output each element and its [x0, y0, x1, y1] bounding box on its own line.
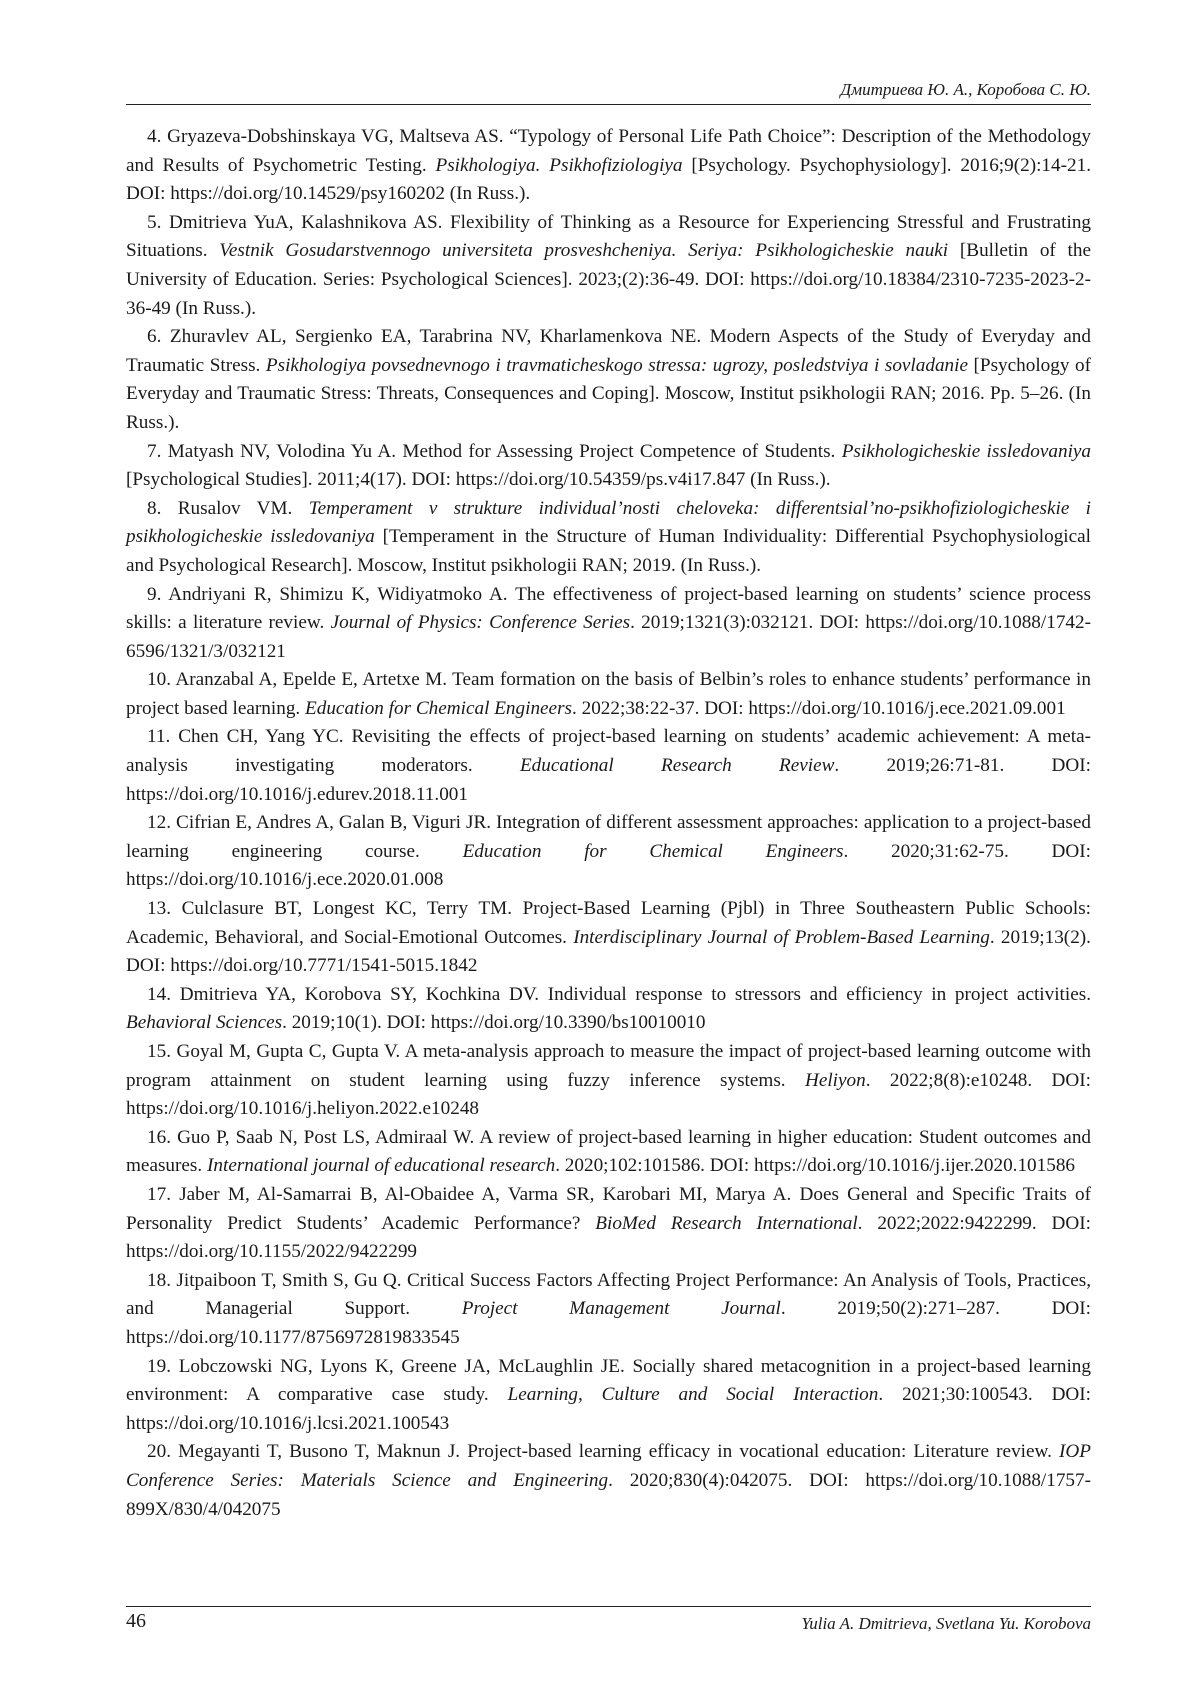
reference-number: 16. — [147, 1126, 171, 1148]
journal-title: Temperament v strukture individual’nosti cheloveka: differentsial’no-psikhofiziologicheskie i psikhologicheskie issledovaniya — [126, 497, 1092, 548]
reference-item: 16. Guo P, Saab N, Post LS, Admiraal W. A review of project-based learning in higher education: Student outcomes and measures. International journal of educational research. 2020;102:101586. DOI: https://doi.org/10.1016/j.ijer.2020.101586 — [126, 1126, 1092, 1177]
journal-title: Educational Research Review — [519, 755, 835, 777]
reference-item: 11. Chen CH, Yang YC. Revisiting the effects of project-based learning on students’ academic achievement: A meta-analysis investigating moderators. Educational Research Review. 2019;26:71-81. DOI: https://doi.org/10.1016/j.edurev.2018.11.001 — [126, 726, 1092, 805]
footer-divider — [126, 1606, 1091, 1607]
reference-item: 19. Lobczowski NG, Lyons K, Greene JA, McLaughlin JE. Socially shared metacognition in a project-based learning environment: A comparative case study. Learning, Culture and Social Interaction. 2021;30:100543. DOI: https://doi.org/10.1016/j.lcsi.2021.100543 — [126, 1355, 1092, 1434]
header-authors: Дмитриева Ю. А., Коробова С. Ю. — [840, 80, 1091, 99]
reference-list — [126, 123, 1091, 1524]
reference-item: 18. Jitpaiboon T, Smith S, Gu Q. Critical Success Factors Affecting Project Performance: An Analysis of Tools, Practices, and Managerial Support. Project Management Journal. 2019;50(2):271–287. DOI: https://doi.org/10.1177/8756972819833545 — [126, 1269, 1092, 1348]
reference-number: 15. — [147, 1041, 171, 1062]
reference-number: 14. — [147, 983, 171, 1005]
journal-title: Education for Chemical Engineers — [305, 697, 573, 719]
journal-title: Journal of Physics: Conference Series — [330, 612, 631, 634]
reference-number: 19. — [147, 1355, 171, 1377]
reference-number: 20. — [147, 1441, 171, 1463]
reference-number: 13. — [147, 898, 171, 920]
reference-number: 10. — [147, 669, 171, 691]
journal-title: IOP Conference Series: Materials Science and Engineering — [126, 1441, 1092, 1491]
reference-item: 14. Dmitrieva YA, Korobova SY, Kochkina DV. Individual response to stressors and efficiency in project activities. Behavioral Sciences. 2019;10(1). DOI: https://doi.org/10.3390/bs10010010 — [126, 983, 1091, 1034]
journal-title: Behavioral Sciences — [126, 1012, 283, 1034]
reference-number: 6. — [147, 326, 162, 348]
reference-item: 6. Zhuravlev AL, Sergienko EA, Tarabrina NV, Kharlamenkova NE. Modern Aspects of the Study of Everyday and Traumatic Stress. Psikhologiya povsednevnogo i travmaticheskogo stressa: ugrozy, posledstviya i sovladanie [Psychology of Everyday and Traumatic Stress: Threats, Consequences and Coping]. Moscow, Institut psikhologii RAN; 2016. Pp. 5–26. (In Russ.). — [126, 326, 1091, 433]
reference-item: 17. Jaber M, Al-Samarrai B, Al-Obaidee A, Varma SR, Karobari MI, Marya A. Does General and Specific Traits of Personality Predict Students’ Academic Performance? BioMed Research International. 2022;2022:9422299. DOI: https://doi.org/10.1155/2022/9422299 — [126, 1183, 1091, 1263]
reference-number: 17. — [147, 1183, 171, 1205]
journal-title: Heliyon — [804, 1069, 866, 1091]
reference-item: 12. Cifrian E, Andres A, Galan B, Viguri JR. Integration of different assessment approaches: application to a project-based learning engineering course. Education for Chemical Engineers. 2020;31:62-75. DOI: https://doi.org/10.1016/j.ece.2020.01.008 — [126, 812, 1092, 891]
running-header — [126, 78, 1091, 105]
journal-title: BioMed Research International — [595, 1212, 858, 1234]
reference-item: 7. Matyash NV, Volodina Yu A. Method for Assessing Project Competence of Students. Psikhologicheskie issledovaniya [Psychological Studies]. 2011;4(17). DOI: https://doi.org/10.54359/ps.v4i17.847 (In Russ.). — [126, 440, 1092, 491]
reference-number: 12. — [147, 812, 171, 834]
reference-item: 9. Andriyani R, Shimizu K, Widiyatmoko A. The effectiveness of project-based learning on students’ science process skills: a literature review. Journal of Physics: Conference Series. 2019;1321(3):032121. DOI: https://doi.org/10.1088/1742-6596/1321/3/032121 — [126, 583, 1091, 662]
page-number: 46 — [126, 1610, 146, 1632]
reference-item: 15. Goyal M, Gupta C, Gupta V. A meta-analysis approach to measure the impact of project-based learning outcome with program attainment on student learning using fuzzy inference systems. Heliyon. 2022;8(8):e10248. DOI: https://doi.org/10.1016/j.heliyon.2022.e10248 — [126, 1041, 1092, 1120]
journal-title: Psikhologiya. Psikhofiziologiya — [435, 154, 683, 176]
reference-item: 5. Dmitrieva YuA, Kalashnikova AS. Flexibility of Thinking as a Resource for Experiencing Stressful and Frustrating Situations. Vestnik Gosudarstvennogo universiteta prosveshcheniya. Seriya: Psikhologicheskie nauki [Bulletin of the University of Education. Series: Psychological Sciences]. 2023;(2):36-49. DOI: https://doi.org/10.18384/2310-7235-2023-2-36-49 (In Russ.). — [126, 211, 1092, 319]
reference-item: 13. Culclasure BT, Longest KC, Terry TM. Project-Based Learning (Pjbl) in Three Southeastern Public Schools: Academic, Behavioral, and Social-Emotional Outcomes. Interdisciplinary Journal of Problem-Based Learning. 2019;13(2). DOI: https://doi.org/10.7771/1541-5015.1842 — [126, 898, 1091, 977]
journal-title: International journal of educational research — [207, 1155, 556, 1177]
reference-number: 11. — [147, 726, 171, 748]
footer-authors: Yulia A. Dmitrieva, Svetlana Yu. Korobova — [801, 1614, 1091, 1633]
reference-number: 4. — [147, 126, 162, 147]
reference-number: 8. — [147, 497, 162, 519]
reference-number: 5. — [147, 211, 162, 233]
journal-title: Vestnik Gosudarstvennogo universiteta prosveshcheniya. Seriya: Psikhologicheskie nauki — [219, 240, 949, 262]
reference-number: 7. — [147, 440, 162, 462]
journal-title: Education for Chemical Engineers — [462, 840, 844, 862]
reference-number: 18. — [147, 1269, 171, 1291]
reference-item: 20. Megayanti T, Busono T, Maknun J. Project-based learning efficacy in vocational education: Literature review. IOP Conference Series: Materials Science and Engineering. 2020;830(4):042075. DOI: https://doi.org/10.1088/1757-899X/830/4/042075 — [126, 1441, 1092, 1520]
reference-item: 10. Aranzabal A, Epelde E, Artetxe M. Team formation on the basis of Belbin’s roles to enhance students’ performance in project based learning. Education for Chemical Engineers. 2022;38:22-37. DOI: https://doi.org/10.1016/j.ece.2021.09.001 — [126, 669, 1091, 719]
journal-title: Interdisciplinary Journal of Problem-Based Learning — [573, 926, 990, 948]
journal-title: Learning, Culture and Social Interaction — [507, 1384, 879, 1406]
reference-item: 4. Gryazeva-Dobshinskaya VG, Maltseva AS. “Typology of Personal Life Path Choice”: Description of the Methodology and Results of Psychometric Testing. Psikhologiya. Psikhofiziologiya [Psychology. Psychophysiology]. 2016;9(2):14-21. DOI: https://doi.org/10.14529/psy160202 (In Russ.). — [126, 126, 1091, 205]
journal-title: Psikhologicheskie issledovaniya — [841, 440, 1092, 462]
journal-title: Psikhologiya povsednevnogo i travmaticheskogo stressa: ugrozy, posledstviya i sovladanie — [265, 354, 968, 376]
reference-number: 9. — [147, 583, 162, 605]
journal-title: Project Management Journal — [461, 1298, 781, 1320]
reference-item: 8. Rusalov VM. Temperament v strukture individual’nosti cheloveka: differentsial’no-psikhofiziologicheskie i psikhologicheskie issledovaniya [Temperament in the Structure of Human Individuality: Differential Psychophysiological and Psychological Research]. Moscow, Institut psikhologii RAN; 2019. (In Russ.). — [126, 497, 1092, 576]
